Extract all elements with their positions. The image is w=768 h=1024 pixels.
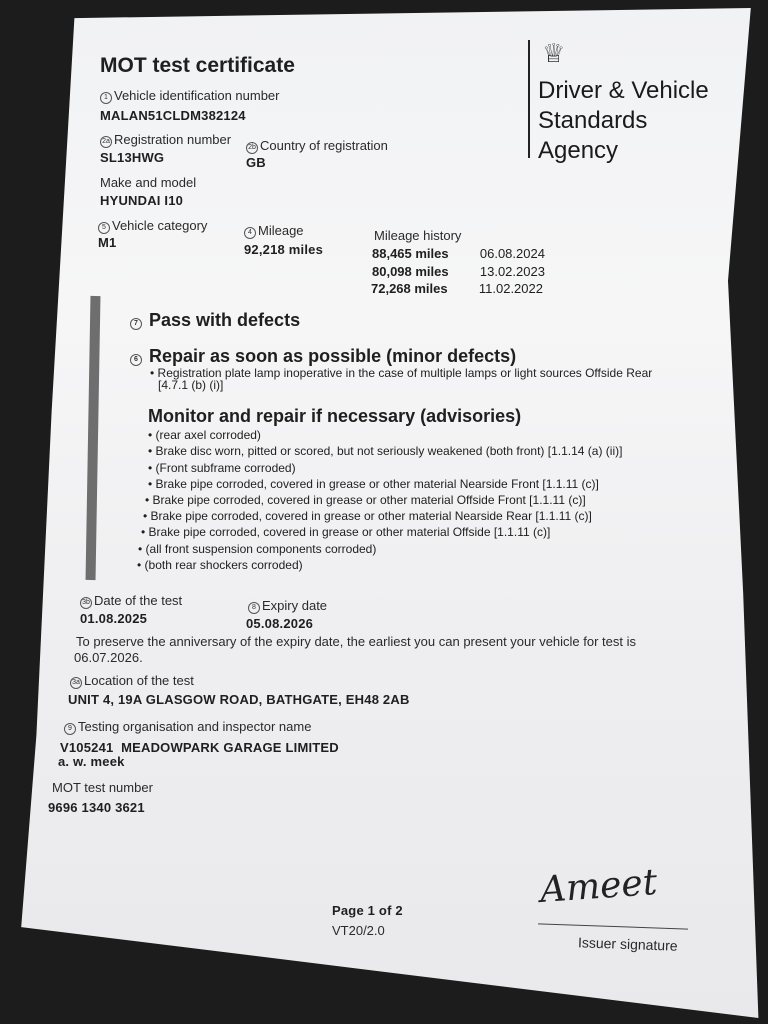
field-number: 2b — [246, 142, 258, 154]
agency-divider — [528, 40, 530, 158]
minor-defect-ref: [4.7.1 (b) (i)] — [158, 378, 224, 392]
category-value: M1 — [98, 235, 117, 250]
inspector-name: a. w. meek — [58, 754, 125, 769]
anniversary-note: To preserve the anniversary of the expiry date, the earliest you can present your vehicle for test is — [76, 634, 637, 649]
mileage-value: 92,218 miles — [244, 242, 324, 257]
organisation-value: V105241 MEADOWPARK GARAGE LIMITED — [60, 740, 339, 755]
advisory-item: • Brake pipe corroded, covered in grease or other material Offside Front [1.1.11 (c)] — [145, 493, 586, 507]
mileage-history-row — [372, 264, 545, 279]
agency-line-1: Driver & Vehicle — [538, 77, 709, 104]
advisory-item: • Brake pipe corroded, covered in grease or other material Nearside Front [1.1.11 (c)] — [148, 477, 599, 491]
expiry-date-label: 8 Expiry date — [248, 598, 327, 614]
field-number: 6 — [130, 354, 142, 366]
field-number: 9 — [64, 723, 76, 735]
history-date: 13.02.2023 — [479, 264, 545, 279]
advisory-item: • (rear axel corroded) — [148, 428, 261, 442]
page-indicator: Page 1 of 2 — [332, 903, 403, 918]
field-number: 3a — [70, 677, 82, 689]
minor-defect-item: • Registration plate lamp inoperative in the case of multiple lamps or light sources Offside Rear — [150, 366, 653, 380]
issuer-signature-label: Issuer signature — [577, 934, 678, 954]
certificate-title: MOT test certificate — [100, 54, 295, 77]
registration-value: SL13HWG — [100, 150, 165, 165]
make-model-value: HYUNDAI I10 — [100, 193, 184, 208]
history-miles: 88,465 miles — [372, 246, 449, 261]
form-code: VT20/2.0 — [332, 923, 385, 938]
vin-label: 1 Vehicle identification number — [100, 88, 280, 104]
advisory-item: • Brake pipe corroded, covered in grease or other material Offside [1.1.11 (c)] — [141, 525, 551, 539]
mileage-history-row — [372, 246, 545, 261]
mileage-history-row — [371, 281, 543, 296]
field-number: 4 — [244, 227, 256, 239]
field-number: 3b — [80, 597, 92, 609]
advisory-item: • Brake pipe corroded, covered in grease or other material Nearside Rear [1.1.11 (c)] — [143, 509, 592, 523]
field-number: 7 — [130, 318, 142, 330]
field-number: 5 — [98, 222, 110, 234]
history-date: 11.02.2022 — [478, 281, 543, 296]
organisation-label: 9 Testing organisation and inspector name — [64, 719, 311, 735]
royal-crest-icon: ♕ — [542, 38, 566, 68]
expiry-date-value: 05.08.2026 — [246, 616, 314, 631]
test-result: 7 Pass with defects — [130, 310, 300, 331]
field-number: 8 — [248, 602, 260, 614]
advisory-item: • (Front subframe corroded) — [148, 461, 296, 475]
country-value: GB — [246, 155, 266, 170]
advisory-item: • (all front suspension components corroded) — [138, 542, 377, 556]
test-number-value: 9696 1340 3621 — [48, 800, 145, 815]
test-date-label: 3b Date of the test — [80, 593, 182, 609]
advisories-heading: Monitor and repair if necessary (advisories) — [148, 406, 522, 426]
agency-line-2: Standards — [538, 107, 648, 134]
history-miles: 80,098 miles — [372, 264, 449, 279]
mileage-history-label: Mileage history — [374, 228, 462, 243]
history-miles: 72,268 miles — [371, 281, 448, 296]
country-label: 2b Country of registration — [246, 138, 388, 154]
agency-line-3: Agency — [538, 137, 619, 164]
mileage-label: 4 Mileage — [244, 223, 304, 239]
make-model-label: Make and model — [100, 175, 197, 190]
issuer-signature-mark: Ameet — [538, 861, 659, 912]
minor-defects-heading: 6 Repair as soon as possible (minor defects) — [130, 346, 516, 367]
location-value: UNIT 4, 19A GLASGOW ROAD, BATHGATE, EH48 2AB — [68, 692, 410, 707]
advisory-item: • (both rear shockers corroded) — [137, 558, 303, 572]
agency-name — [538, 76, 709, 166]
field-number: 1 — [100, 92, 112, 104]
advisory-item: • Brake disc worn, pitted or scored, but not seriously weakened (both front) [1.1.14 (a) (ii)] — [148, 444, 623, 458]
field-number: 2a — [100, 136, 112, 148]
category-label: 5 Vehicle category — [98, 218, 207, 234]
history-date: 06.08.2024 — [479, 246, 545, 261]
test-number-label: MOT test number — [52, 780, 153, 795]
test-date-value: 01.08.2025 — [80, 611, 148, 626]
location-label: 3a Location of the test — [70, 673, 194, 689]
anniversary-date: 06.07.2026. — [74, 650, 143, 665]
registration-label: 2a Registration number — [100, 132, 231, 148]
vin-value: MALAN51CLDM382124 — [100, 108, 246, 123]
